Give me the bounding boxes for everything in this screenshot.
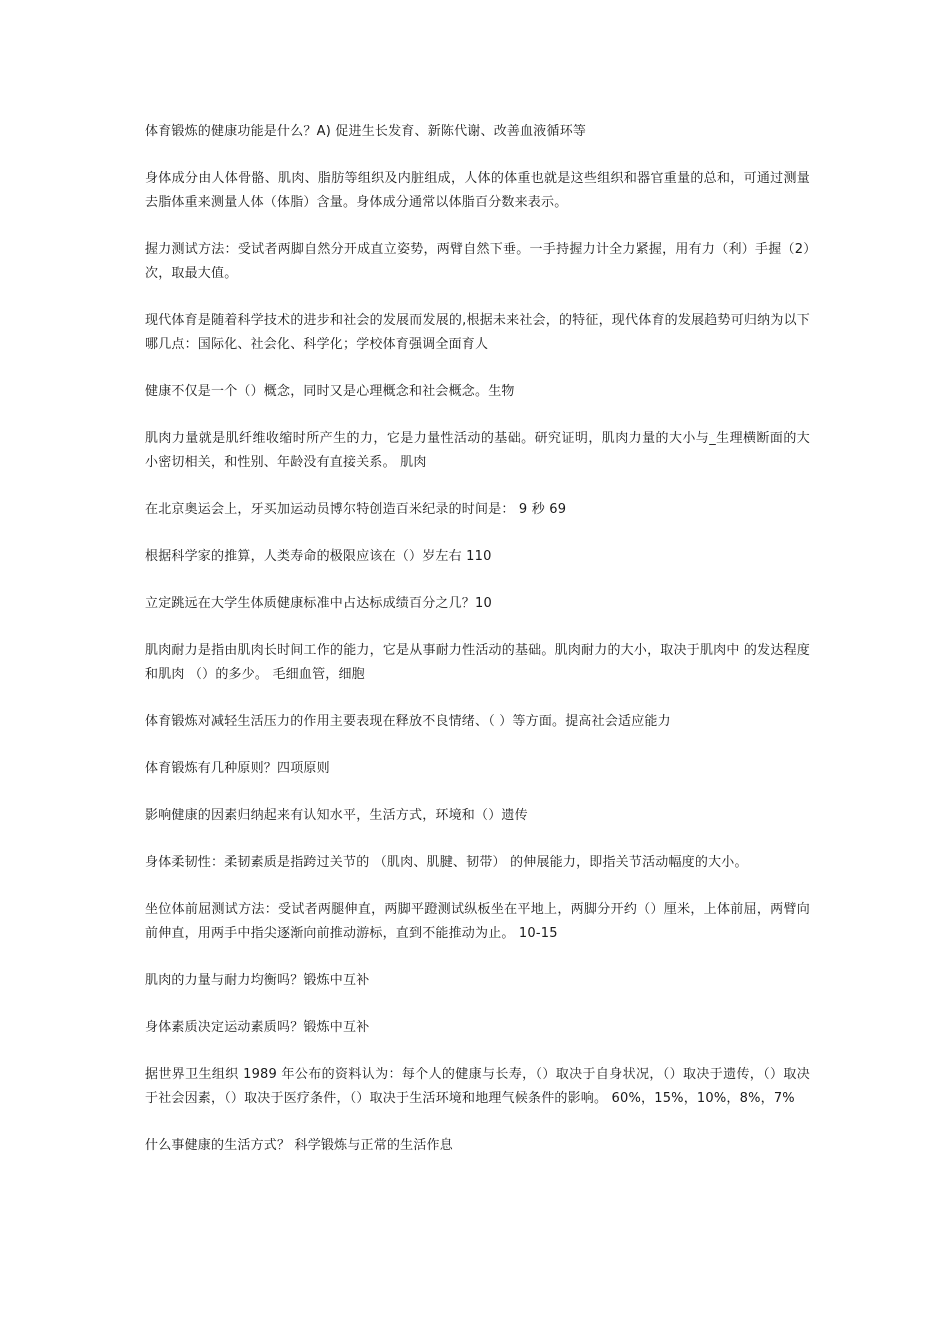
- document-body: [145, 120, 810, 1181]
- paragraph-10: 肌肉耐力是指由肌肉长时间工作的能力，它是从事耐力性活动的基础。肌肉耐力的大小，取决于肌肉中 的发达程度和肌肉 （）的多少。 毛细血管，细胞: [145, 643, 810, 682]
- paragraph-1: 体育锻炼的健康功能是什么？A) 促进生长发育、新陈代谢、改善血液循环等: [145, 124, 587, 139]
- paragraph-14: 身体柔韧性：柔韧素质是指跨过关节的 （肌肉、肌腱、韧带） 的伸展能力，即指关节活动幅度的大小。: [145, 855, 748, 870]
- paragraph-17: 身体素质决定运动素质吗？锻炼中互补: [145, 1020, 370, 1035]
- paragraph-3: 握力测试方法：受试者两脚自然分开成直立姿势，两臂自然下垂。一手持握力计全力紧握，用有力（利）手握（2）次，取最大值。: [145, 242, 810, 281]
- paragraph-7: 在北京奥运会上，牙买加运动员博尔特创造百米纪录的时间是： 9 秒 69: [145, 502, 567, 517]
- paragraph-11: 体育锻炼对减轻生活压力的作用主要表现在释放不良情绪、（ ）等方面。提高社会适应能力: [145, 714, 671, 729]
- paragraph-2: 身体成分由人体骨骼、肌肉、脂肪等组织及内脏组成，人体的体重也就是这些组织和器官重量的总和，可通过测量去脂体重来测量人体（体脂）含量。身体成分通常以体脂百分数来表示。: [145, 171, 810, 210]
- paragraph-13: 影响健康的因素归纳起来有认知水平，生活方式，环境和（）遗传: [145, 808, 528, 823]
- paragraph-16: 肌肉的力量与耐力均衡吗？锻炼中互补: [145, 973, 370, 988]
- paragraph-6: 肌肉力量就是肌纤维收缩时所产生的力，它是力量性活动的基础。研究证明，肌肉力量的大小与_生理横断面的大小密切相关，和性别、年龄没有直接关系。 肌肉: [145, 431, 810, 470]
- paragraph-15: 坐位体前屈测试方法：受试者两腿伸直，两脚平蹬测试纵板坐在平地上，两脚分开约（）厘米，上体前屈，两臂向前伸直，用两手中指尖逐渐向前推动游标，直到不能推动为止。 10-15: [145, 902, 810, 941]
- paragraph-9: 立定跳远在大学生体质健康标准中占达标成绩百分之几？10: [145, 596, 492, 611]
- paragraph-19: 什么事健康的生活方式？ 科学锻炼与正常的生活作息: [145, 1138, 453, 1153]
- paragraph-12: 体育锻炼有几种原则？四项原则: [145, 761, 330, 776]
- paragraph-5: 健康不仅是一个（）概念，同时又是心理概念和社会概念。生物: [145, 384, 515, 399]
- paragraph-8: 根据科学家的推算，人类寿命的极限应该在（）岁左右 110: [145, 549, 492, 564]
- paragraph-18: 据世界卫生组织 1989 年公布的资料认为：每个人的健康与长寿，（）取决于自身状况，（）取决于遗传，（）取决于社会因素，（）取决于医疗条件，（）取决于生活环境和地理气候条件的影响。 60%，15%，10%，8%，7%: [145, 1067, 810, 1106]
- paragraph-4: 现代体育是随着科学技术的进步和社会的发展而发展的,根据未来社会，的特征，现代体育的发展趋势可归纳为以下哪几点：国际化、社会化、科学化；学校体育强调全面育人: [145, 313, 810, 352]
